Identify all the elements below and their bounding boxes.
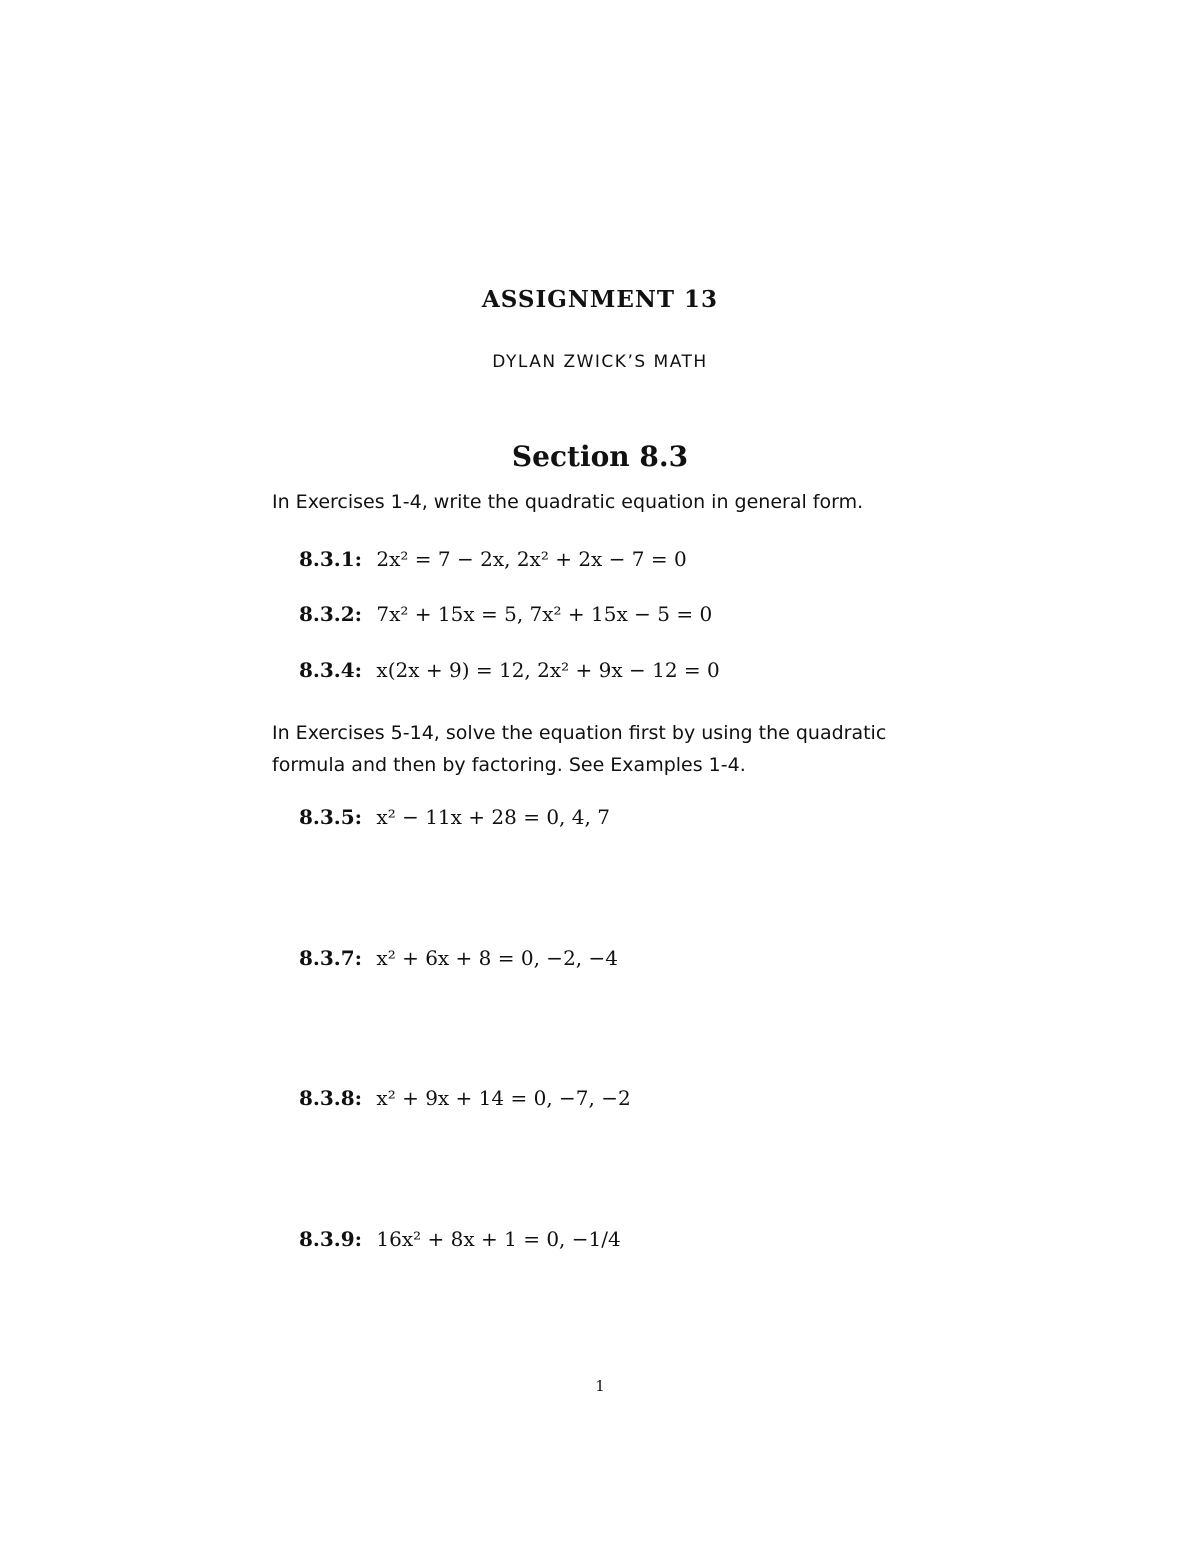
exercise-label: 8.3.7: [299, 946, 363, 970]
exercise-answer: 16x² + 8x + 1 = 0, −1/4 [376, 1227, 621, 1251]
exercise-answer: 2x² = 7 − 2x, 2x² + 2x − 7 = 0 [376, 547, 687, 571]
exercise-label: 8.3.8: [299, 1086, 363, 1110]
page-number: 1 [595, 1377, 605, 1395]
exercise-instructions-1: In Exercises 1-4, write the quadratic equation in general form. [272, 491, 864, 513]
exercise-item [299, 1086, 631, 1110]
exercise-label: 8.3.4: [299, 658, 363, 682]
assignment-title: ASSIGNMENT 13 [481, 286, 719, 313]
exercise-instructions-2: In Exercises 5-14, solve the equation first by using the quadratic formula and then by factoring. See Examples 1-4. [272, 722, 887, 776]
exercise-label: 8.3.5: [299, 805, 363, 829]
author-line: DYLAN ZWICK’S MATH [492, 352, 708, 372]
section-heading: Section 8.3 [511, 440, 689, 473]
exercise-item [299, 547, 687, 571]
exercise-item [299, 805, 610, 829]
exercise-label: 8.3.9: [299, 1227, 363, 1251]
exercise-label: 8.3.2: [299, 602, 363, 626]
exercise-answer: x² + 9x + 14 = 0, −7, −2 [376, 1086, 631, 1110]
exercise-label: 8.3.1: [299, 547, 363, 571]
exercise-item [299, 1227, 621, 1251]
exercise-answer: x(2x + 9) = 12, 2x² + 9x − 12 = 0 [376, 658, 720, 682]
exercise-answer: x² − 11x + 28 = 0, 4, 7 [376, 805, 610, 829]
exercise-item [299, 946, 618, 970]
exercise-item [299, 658, 720, 682]
exercise-item [299, 602, 712, 626]
exercise-answer: x² + 6x + 8 = 0, −2, −4 [376, 946, 618, 970]
exercise-answer: 7x² + 15x = 5, 7x² + 15x − 5 = 0 [376, 602, 713, 626]
